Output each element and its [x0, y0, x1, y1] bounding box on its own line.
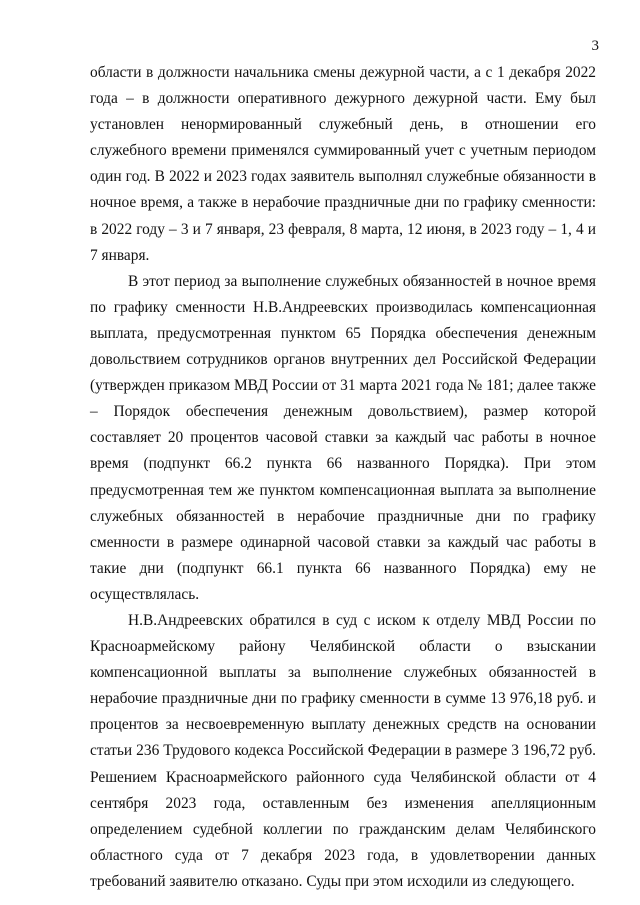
- page-number: 3: [591, 38, 599, 54]
- document-body: [90, 60, 596, 895]
- paragraph-compensation: В этот период за выполнение служебных обязанностей в ночное время по графику сменности Н.В.Андреевских производилась компенсационная выплата, предусмотренная пунктом 65 Порядка обеспечения денежным довольствием сотрудников органов внутренних дел Российской Федерации (утвержден приказом МВД России от 31 марта 2021 года № 181; далее также – Порядок обеспечения денежным довольствием), размер которой составляет 20 процентов часовой ставки за каждый час работы в ночное время (подпункт 66.2 пункта 66 названного Порядка). При этом предусмотренная тем же пунктом компенсационная выплата за выполнение служебных обязанностей в нерабочие праздничные дни по графику сменности в размере одинарной часовой ставки за каждый час работы в такие дни (подпункт 66.1 пункта 66 названного Порядка) ему не осуществлялась.: [90, 272, 596, 603]
- paragraph-continuation: области в должности начальника смены дежурной части, а с 1 декабря 2022 года – в должности оперативного дежурного дежурной части. Ему был установлен ненормированный служебный день, в отношении его служебного времени применялся суммированный учет с учетным периодом один год. В 2022 и 2023 годах заявитель выполнял служебные обязанности в ночное время, а также в нерабочие праздничные дни по графику сменности: в 2022 году – 3 и 7 января, 23 февраля, 8 марта, 12 июня, в 2023 году – 1, 4 и 7 января.: [90, 64, 596, 264]
- paragraph-lawsuit: Н.В.Андреевских обратился в суд с иском к отделу МВД России по Красноармейскому району Челябинской области о взыскании компенсационной выплаты за выполнение служебных обязанностей в нерабочие праздничные дни по графику сменности в сумме 13 976,18 руб. и процентов за несвоевременную выплату денежных средств на основании статьи 236 Трудового кодекса Российской Федерации в размере 3 196,72 руб. Решением Красноармейского районного суда Челябинской области от 4 сентября 2023 года, оставленным без изменения апелляционным определением судебной коллегии по гражданским делам Челябинского областного суда от 7 декабря 2023 года, в удовлетворении данных требований заявителю отказано. Суды при этом исходили из следующего.: [90, 611, 596, 890]
